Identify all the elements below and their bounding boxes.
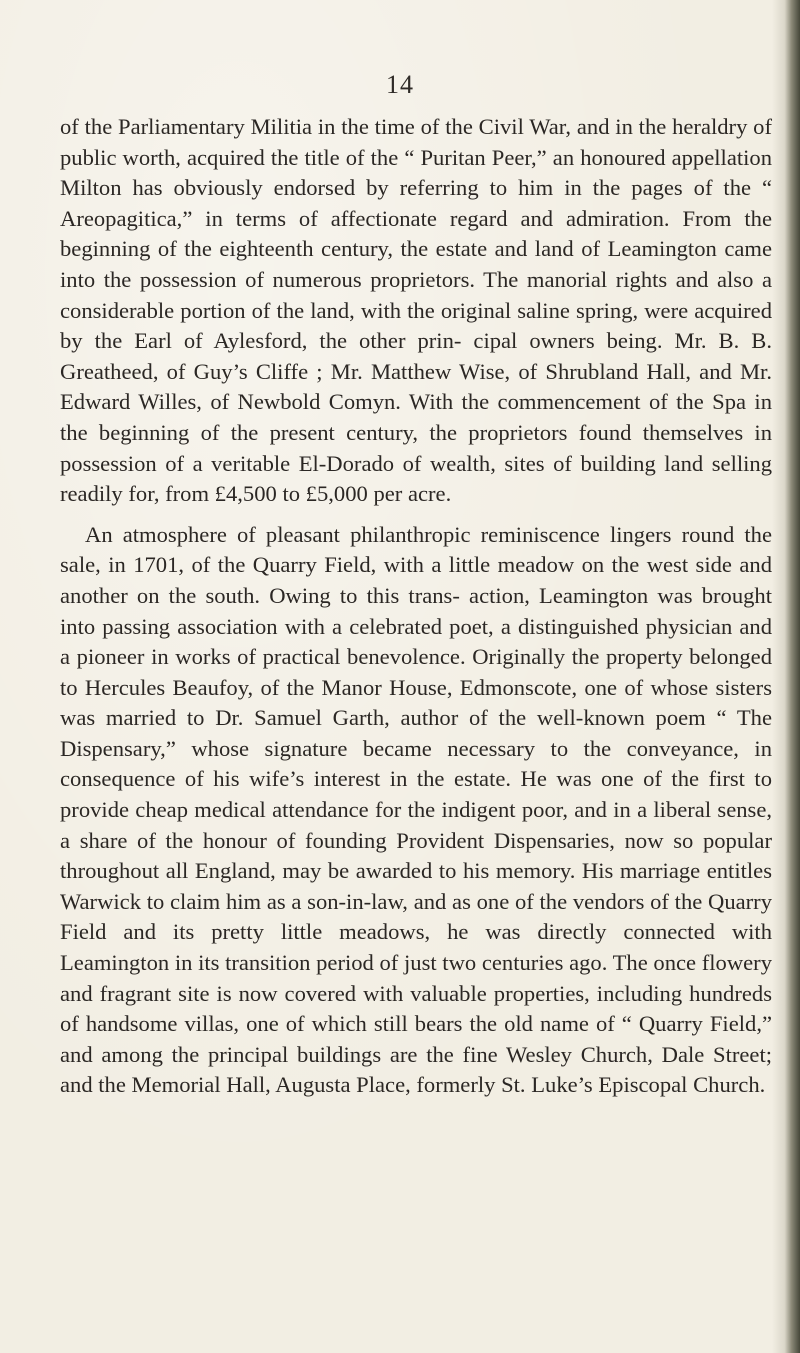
body-text: [60, 112, 772, 1101]
page-number: 14: [386, 70, 414, 99]
paragraph-1: of the Parliamentary Militia in the time of the Civil War, and in the heraldry of public worth, acquired the title of the “ Puritan Peer,” an honoured appellation Milton has obviously endorsed by referring to him in the pages of the “ Areopagitica,” in terms of affectionate regard and admiration. From the beginning of the eighteenth century, the estate and land of Leamington came into the possession of numerous proprietors. The manorial rights and also a considerable portion of the land, with the original saline spring, were acquired by the Earl of Aylesford, the other prin- cipal owners being. Mr. B. B. Greatheed, of Guy’s Cliffe ; Mr. Matthew Wise, of Shrubland Hall, and Mr. Edward Willes, of Newbold Comyn. With the commencement of the Spa in the beginning of the present century, the proprietors found themselves in possession of a veritable El-Dorado of wealth, sites of building land selling readily for, from £4,500 to £5,000 per acre.: [60, 114, 772, 507]
paragraph-2: An atmosphere of pleasant philanthropic reminiscence lingers round the sale, in 1701, of the Quarry Field, with a little meadow on the west side and another on the south. Owing to this trans- action, Leamington was brought into passing association with a celebrated poet, a distinguished physician and a pioneer in works of practical benevolence. Originally the property belonged to Hercules Beaufoy, of the Manor House, Edmonscote, one of whose sisters was married to Dr. Samuel Garth, author of the well-known poem “ The Dispensary,” whose signature became necessary to the conveyance, in consequence of his wife’s interest in the estate. He was one of the first to provide cheap medical attendance for the indigent poor, and in a liberal sense, a share of the honour of founding Provident Dispensaries, now so popular throughout all England, may be awarded to his memory. His marriage entitles Warwick to claim him as a son-in-law, and as one of the vendors of the Quarry Field and its pretty little meadows, he was directly connected with Leamington in its transition period of just two centuries ago. The once flowery and fragrant site is now covered with valuable properties, including hundreds of handsome villas, one of which still bears the old name of “ Quarry Field,” and among the principal buildings are the fine Wesley Church, Dale Street; and the Memorial Hall, Augusta Place, formerly St. Luke’s Episcopal Church.: [60, 521, 772, 1098]
page-edge-shadow: [772, 0, 800, 1353]
